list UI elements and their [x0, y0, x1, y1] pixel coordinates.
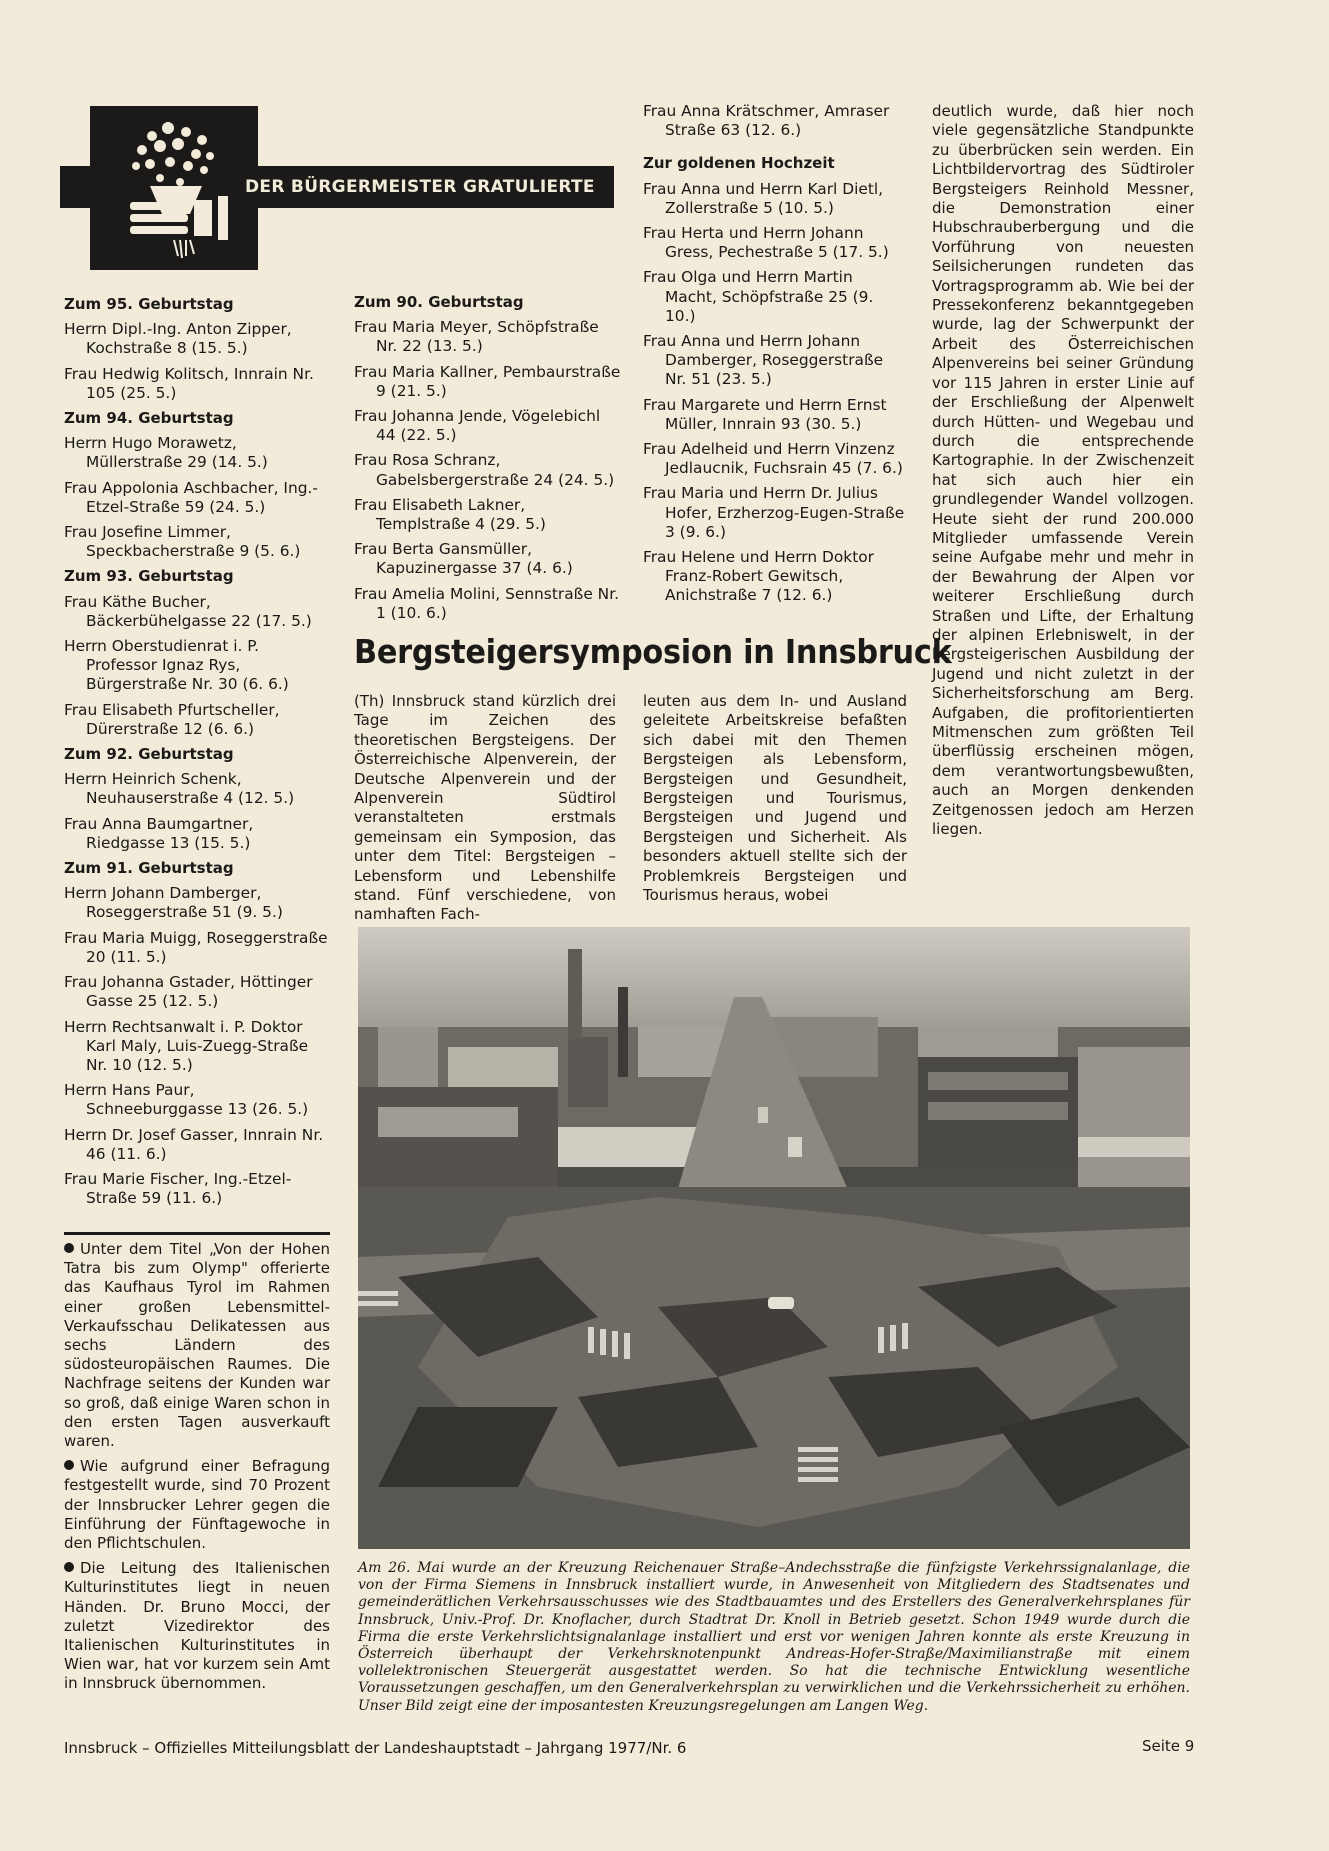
birthday-entry: Frau Appolonia Aschbacher, Ing.-Etzel-Straße 59 (24. 5.) — [64, 478, 318, 516]
photo-caption: Am 26. Mai wurde an der Kreuzung Reichenauer Straße–Andechsstraße die fünfzigste Verkehrssignalanlage, die von der Firma Siemens in Innsbruck installiert wurde, in Anwesenheit von Mitgliedern des Stadtsenates und gemeinderätlichen Verkehrsausschusses wie des Stadtbauamtes und des Erstellers des Generalverkehrsplanes für Innsbruck, Univ.-Prof. Dr. Knoflacher, durch Stadtrat Dr. Knoll in Betrieb gesetzt. Schon 1949 wurde durch die Firma die erste Verkehrslichtsignalanlage installiert und erst vor wenigen Jahren konnte als erste Kreuzung in Österreich überhaupt der Verkehrsknotenpunkt Andreas-Hofer-Straße/Maximilianstraße mit einem vollelektronischen Steuergerät ausgestattet werden. So hat die technische Entwicklung wesentliche Voraussetzungen geschaffen, um den Generalverkehrsplan zu verwirklichen und die Verkehrssicherheit zu erhöhen. Unser Bild zeigt eine der imposantesten Kreuzungsregelungen am Langen Weg. — [358, 1560, 1190, 1714]
birthday-column-2 — [354, 293, 622, 629]
flower-bouquet-hand-icon — [90, 106, 258, 270]
section-divider — [64, 1232, 330, 1235]
birthday-entry: Frau Käthe Bucher, Bäckerbühelgasse 22 (17. 5.) — [64, 592, 312, 630]
article-headline: Bergsteigersymposion in Innsbruck — [354, 632, 952, 671]
birthday-entry: Herrn Johann Damberger, Roseggerstraße 51 (9. 5.) — [64, 884, 283, 922]
article-column-a: (Th) Innsbruck stand kürzlich drei Tage im Zeichen des theoretischen Bergsteigens. Der Österreichische Alpenverein, der Deutsche Alpenverein und der Alpenverein Südtirol veranstalteten erstmals gemeinsam ein Symposion, das unter dem Titel: Bergsteigen – Lebensform und Lebenshilfe stand. Fünf verschiedene, von namhaften Fach- — [354, 692, 616, 924]
birthday-entry: Frau Johanna Jende, Vögelebichl 44 (22. 5.) — [354, 407, 601, 445]
group-heading: Zum 95. Geburtstag — [64, 295, 234, 313]
wedding-entry: Frau Maria und Herrn Dr. Julius Hofer, Erzherzog-Eugen-Straße 3 (9. 6.) — [643, 484, 905, 541]
birthday-entry: Herrn Heinrich Schenk, Neuhauserstraße 4 (12. 5.) — [64, 770, 295, 808]
banner-title: DER BÜRGERMEISTER GRATULIERTE — [245, 177, 595, 197]
golden-wedding-column — [643, 102, 907, 612]
group-heading: Zum 92. Geburtstag — [64, 745, 234, 764]
note-item — [64, 1240, 330, 1451]
wedding-entry: Frau Margarete und Herrn Ernst Müller, Innrain 93 (30. 5.) — [643, 395, 887, 433]
birthday-entry: Frau Elisabeth Pfurtscheller, Dürerstraße 12 (6. 6.) — [64, 700, 280, 738]
birthday-column-1 — [64, 295, 330, 1214]
logo-box — [90, 106, 258, 270]
wedding-entry: Frau Anna und Herrn Johann Damberger, Roseggerstraße Nr. 51 (23. 5.) — [643, 332, 884, 389]
birthday-entry: Herrn Rechtsanwalt i. P. Doktor Karl Maly, Luis-Zuegg-Straße Nr. 10 (12. 5.) — [64, 1017, 309, 1074]
wedding-entry: Frau Herta und Herrn Johann Gress, Pechestraße 5 (17. 5.) — [643, 224, 889, 262]
birthday-group — [64, 567, 330, 739]
birthday-group — [64, 295, 330, 403]
birthday-entry: Frau Berta Gansmüller, Kapuzinergasse 37 (4. 6.) — [354, 540, 573, 578]
intersection-photo — [358, 927, 1190, 1549]
banner — [60, 100, 614, 272]
bullet-icon — [64, 1460, 74, 1470]
birthday-entry: Herrn Dr. Josef Gasser, Innrain Nr. 46 (11. 6.) — [64, 1125, 324, 1163]
birthday-entry: Frau Amelia Molini, Sennstraße Nr. 1 (10. 6.) — [354, 584, 619, 622]
note-item — [64, 1559, 330, 1693]
bullet-icon — [64, 1562, 74, 1572]
footer-publication: Innsbruck – Offizielles Mitteilungsblatt der Landeshauptstadt – Jahrgang 1977/Nr. 6 — [64, 1739, 687, 1757]
article-column-c: deutlich wurde, daß hier noch viele gegensätzliche Standpunkte zu überbrücken sein werden. Ein Lichtbildervortrag des Südtiroler Bergsteigers Reinhold Messner, die Demonstration einer Hubschrauberbergung und die Vorführung von neuesten Seilsicherungen rundeten das Vortragsprogramm ab. Wie bei der Pressekonferenz bekanntgegeben wurde, lag der Schwerpunkt der Arbeit des Österreichischen Alpenvereins bei seiner Gründung vor 115 Jahren in erster Linie auf der Erschließung der Alpenwelt durch Hütten- und Wegebau und durch die entsprechende Kartographie. In der Zwischenzeit hat sich auch hier ein grundlegender Wandel vollzogen. Heute sieht der rund 200.000 Mitglieder umfassende Verein seine Aufgabe mehr und mehr in der Bewahrung der Alpen vor weiterer Erschließung durch Straßen und Lifte, der Erhaltung der alpinen Erlebniswelt, in der bergsteigerischen Ausbildung der Jugend und nicht zuletzt in der Sicherheitsforschung am Berg. Aufgaben, die profitorientierten Mitmenschen zum größten Teil überflüssig erscheinen mögen, dem verantwortungsbewußten, auch an Morgen denkenden Zeitgenossen jedoch am Herzen liegen. — [932, 102, 1194, 839]
birthday-entry: Frau Maria Muigg, Roseggerstraße 20 (11. 5.) — [64, 928, 328, 966]
birthday-entry: Frau Anna Krätschmer, Amraser Straße 63 (12. 6.) — [643, 102, 890, 140]
bullet-icon — [64, 1243, 74, 1253]
birthday-entry: Frau Hedwig Kolitsch, Innrain Nr. 105 (25. 5.) — [64, 364, 314, 402]
birthday-entry: Herrn Oberstudienrat i. P. Professor Ignaz Rys, Bürgerstraße Nr. 30 (6. 6.) — [64, 637, 289, 694]
birthday-entry: Frau Maria Kallner, Pembaurstraße 9 (21. 5.) — [354, 362, 621, 400]
birthday-entry: Frau Josefine Limmer, Speckbacherstraße 9 (5. 6.) — [64, 523, 301, 561]
group-heading: Zum 93. Geburtstag — [64, 567, 234, 586]
birthday-entry: Herrn Hans Paur, Schneeburggasse 13 (26. 5.) — [64, 1081, 309, 1119]
group-heading: Zur goldenen Hochzeit — [643, 154, 835, 173]
note-text: Unter dem Titel „Von der Hohen Tatra bis zum Olymp" offerierte das Kaufhaus Tyrol im Rahmen einer großen Lebensmittel-Verkaufsschau Delikatessen aus sechs Ländern des südosteuropäischen Raumes. Die Nachfrage seitens der Kunden war so groß, daß einige Waren schon in den ersten Tagen ausverkauft waren. — [64, 1240, 330, 1451]
group-heading: Zum 90. Geburtstag — [354, 293, 524, 311]
birthday-entry: Frau Maria Meyer, Schöpfstraße Nr. 22 (13. 5.) — [354, 318, 599, 356]
birthday-entry: Frau Johanna Gstader, Höttinger Gasse 25 (12. 5.) — [64, 973, 313, 1011]
birthday-entry: Frau Rosa Schranz, Gabelsbergerstraße 24 (24. 5.) — [354, 451, 615, 489]
note-text: Wie aufgrund einer Befragung festgestellt wurde, sind 70 Prozent der Innsbrucker Lehrer gegen die Einführung der Fünftagewoche in den Pflichtschulen. — [64, 1457, 330, 1553]
wedding-entry: Frau Anna und Herrn Karl Dietl, Zollerstraße 5 (10. 5.) — [643, 179, 884, 217]
wedding-entry: Frau Olga und Herrn Martin Macht, Schöpfstraße 25 (9. 10.) — [643, 268, 874, 325]
birthday-entry: Herrn Hugo Morawetz, Müllerstraße 29 (14. 5.) — [64, 434, 268, 472]
article-column-b: leuten aus dem In- und Ausland geleitete Arbeitskreise befaßten sich dabei mit den Themen Bergsteigen als Lebensform, Bergsteigen und Gesundheit, Bergsteigen und Tourismus, Bergsteigen und Jugend und Bergsteigen und Sicherheit. Als besonders aktuell stellte sich der Problemkreis Bergsteigen und Tourismus heraus, wobei — [643, 692, 907, 905]
wedding-entry: Frau Helene und Herrn Doktor Franz-Robert Gewitsch, Anichstraße 7 (12. 6.) — [643, 548, 874, 605]
notes-column — [64, 1240, 330, 1700]
birthday-group — [64, 409, 330, 561]
group-heading: Zum 94. Geburtstag — [64, 409, 234, 428]
birthday-entry: Herrn Dipl.-Ing. Anton Zipper, Kochstraße 8 (15. 5.) — [64, 320, 292, 358]
birthday-entry: Frau Marie Fischer, Ing.-Etzel-Straße 59 (11. 6.) — [64, 1169, 292, 1208]
birthday-group — [64, 745, 330, 853]
aerial-intersection-photo — [358, 927, 1190, 1549]
wedding-entry: Frau Adelheid und Herrn Vinzenz Jedlaucnik, Fuchsrain 45 (7. 6.) — [643, 440, 903, 478]
note-text: Die Leitung des Italienischen Kulturinstitutes liegt in neuen Händen. Dr. Bruno Mocci, der zuletzt Vizedirektor des Italienischen Kulturinstitutes in Wien war, hat vor kurzem sein Amt in Innsbruck übernommen. — [64, 1559, 330, 1693]
footer-page-number: Seite 9 — [1142, 1737, 1195, 1755]
birthday-entry: Frau Elisabeth Lakner, Templstraße 4 (29. 5.) — [354, 495, 546, 534]
group-heading: Zum 91. Geburtstag — [64, 859, 234, 878]
birthday-group — [64, 859, 330, 1208]
note-item — [64, 1457, 330, 1553]
birthday-entry: Frau Anna Baumgartner, Riedgasse 13 (15. 5.) — [64, 814, 254, 852]
